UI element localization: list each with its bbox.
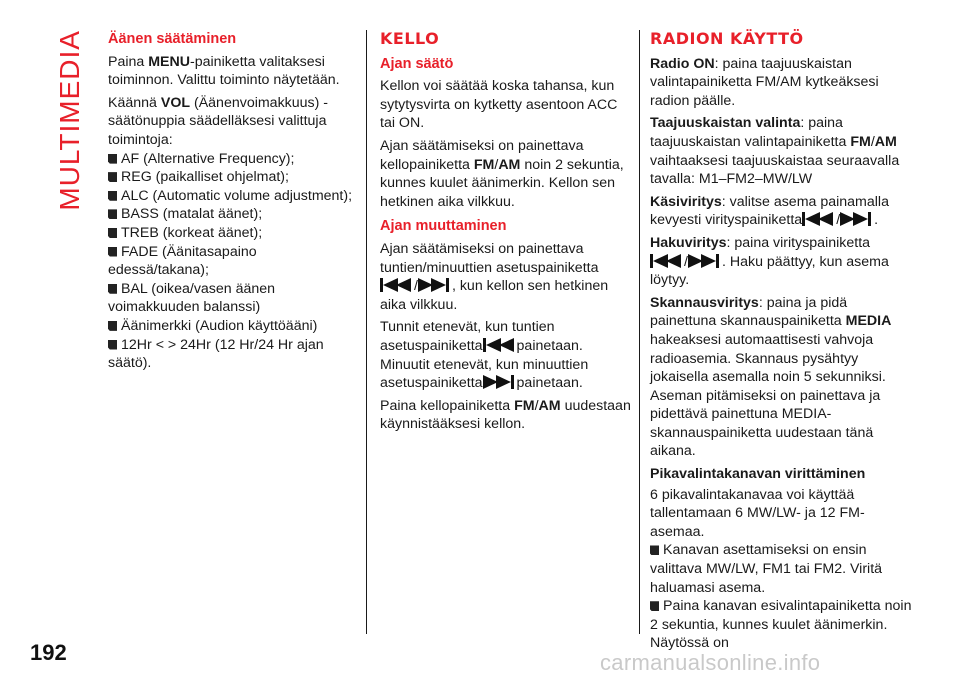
list-item: AF (Alternative Frequency); [108,150,360,169]
heading-sound-adjust: Äänen säätäminen [108,31,237,47]
paragraph-hours [380,318,632,355]
column-divider-2 [639,30,640,634]
skip-back-icon [650,254,684,268]
text: Ajan säätämiseksi on painettava tuntien/minuuttien asetuspainiketta [380,240,599,276]
am-keyword: AM [498,156,521,173]
page-number: 192 [30,640,67,665]
list-item: ALC (Automatic volume adjustment); [108,187,360,206]
scan-tuning-keyword: Skannausviritys [650,294,759,311]
skip-back-icon [802,212,836,226]
skip-back-icon [380,278,414,292]
skip-forward-icon [688,254,722,268]
heading-change-time: Ajan muuttaminen [380,218,507,235]
text: : valitse asema painamalla kevyesti virityspainiketta [650,193,889,229]
paragraph-manual-tuning [650,193,912,230]
paragraph-vol [108,94,360,150]
text: / [684,253,688,270]
am-keyword: AM [874,133,897,150]
paragraph-change-time [380,240,632,314]
column-sound-settings [108,30,360,373]
vol-keyword: VOL [160,94,191,111]
text: : paina virityspainiketta [726,234,871,251]
manual-tuning-keyword: Käsiviritys [650,193,722,210]
list-item: Paina kanavan esivalintapainiketta noin 2 sekuntia, kunnes kuulet äänimerkin. Näytössä on [650,598,912,652]
list-item: 12Hr < > 24Hr (12 Hr/24 Hr ajan säätö). [108,336,360,373]
text: . [874,212,879,229]
column-clock [380,30,632,438]
list-item: Kanavan asettamiseksi on ensin valittava MW/LW, FM1 tai FM2. Viritä haluamasi asema. [650,541,912,597]
text: / [870,133,875,150]
skip-forward-icon [840,212,874,226]
paragraph-minutes [380,356,632,393]
list-item: Äänimerkki (Audion käyttöääni) [108,317,360,336]
fm-keyword: FM [473,156,495,173]
preset-heading-text: Pikavalintakanavan virittäminen [650,466,866,483]
text: / [534,397,539,414]
heading-preset-tuning [650,465,912,484]
menu-keyword: MENU [148,53,191,70]
list-item: REG (paikalliset ohjelmat); [108,168,360,187]
text: : paina ja pidä painettuna skannauspainiketta [650,294,848,330]
skip-forward-icon [418,278,452,292]
side-label-text: MULTIMEDIA [54,30,85,211]
paragraph-restart-clock [380,397,632,434]
text: / [494,156,499,173]
paragraph-menu [108,53,360,90]
media-keyword: MEDIA [845,313,892,330]
text: painetaan. [516,375,583,392]
text: noin 2 sekuntia, kunnes kuulet äänimerkin. Kellon sen hetkinen aika vilkkuu. [380,156,624,210]
text: Tunnit etenevät, kun tuntien asetuspainiketta [380,319,555,354]
paragraph-clock-set [380,137,632,211]
text: -painiketta valitaksesi toiminnon. Valittu toiminto näytetään. [108,53,340,89]
text: Paina kellopainiketta [380,397,515,414]
text: vaihtaaksesi taajuuskaistaa seuraavalla tavalla: M1–FM2–MW/LW [650,152,900,188]
skip-forward-icon [483,375,517,389]
list-item: FADE (Äänitasapaino edessä/takana); [108,243,360,280]
list-item: BAL (oikea/vasen äänen voimakkuuden balanssi) [108,280,360,317]
text: Paina [108,53,149,70]
fm-keyword: FM [514,397,535,414]
section-title-radio: RADION KÄYTTÖ [650,29,804,48]
text: , kun kellon sen hetkinen aika vilkkuu. [380,278,609,313]
paragraph-radio-on [650,55,912,111]
text: : paina taajuuskaistan valintapainiketta FM/AM kytkeäksesi radion päälle. [650,55,879,109]
text: / [836,212,841,229]
text: Käännä [108,94,161,111]
text: Ajan säätämiseksi on painettava kellopainiketta [380,137,584,173]
section-side-label [48,30,92,211]
paragraph-scan-tuning [650,294,912,461]
heading-time-setting: Ajan säätö [380,55,454,72]
paragraph-band-select [650,114,912,188]
text: hakeaksesi automaattisesti vahvoja radioasemia. Skannaus pysähtyy jokaisella asemalla noin 5 sekunniksi. Aseman pitämiseksi on painettava ja pidettävä painettuna MEDIA-skannauspainiketta uudestaan tänä aikana. [650,331,886,460]
seek-tuning-keyword: Hakuviritys [650,234,727,251]
text: (Äänenvoimakkuus) -säätönuppia säädelläksesi valittuja toimintoja: [108,94,329,148]
text: painetaan. [516,337,583,354]
paragraph-clock-intro: Kellon voi säätää koska tahansa, kun sytytysvirta on kytketty asentoon ACC tai ON. [380,78,618,132]
text: Minuutit etenevät, kun minuuttien asetuspainiketta [380,356,589,392]
text: : paina taajuuskaistan valintapainiketta [650,115,851,150]
text: uudestaan käynnistääksesi kellon. [380,397,631,433]
skip-back-icon [483,338,517,352]
radio-on-keyword: Radio ON [650,55,715,72]
band-select-keyword: Taajuuskaistan valinta [650,115,801,132]
section-title-clock: KELLO [380,29,440,48]
watermark: carmanualsonline.info [600,650,821,675]
text: . Haku päättyy, kun asema löytyy. [650,253,889,289]
fm-keyword: FM [850,133,871,150]
am-keyword: AM [538,397,561,414]
text: / [414,278,418,295]
paragraph-seek-tuning [650,234,912,290]
column-divider-1 [366,30,367,634]
list-item: TREB (korkeat äänet); [108,224,360,243]
paragraph-presets: 6 pikavalintakanavaa voi käyttää tallentamaan 6 MW/LW- ja 12 FM-asemaa. [650,486,865,540]
column-radio [650,30,912,653]
list-item: BASS (matalat äänet); [108,205,360,224]
